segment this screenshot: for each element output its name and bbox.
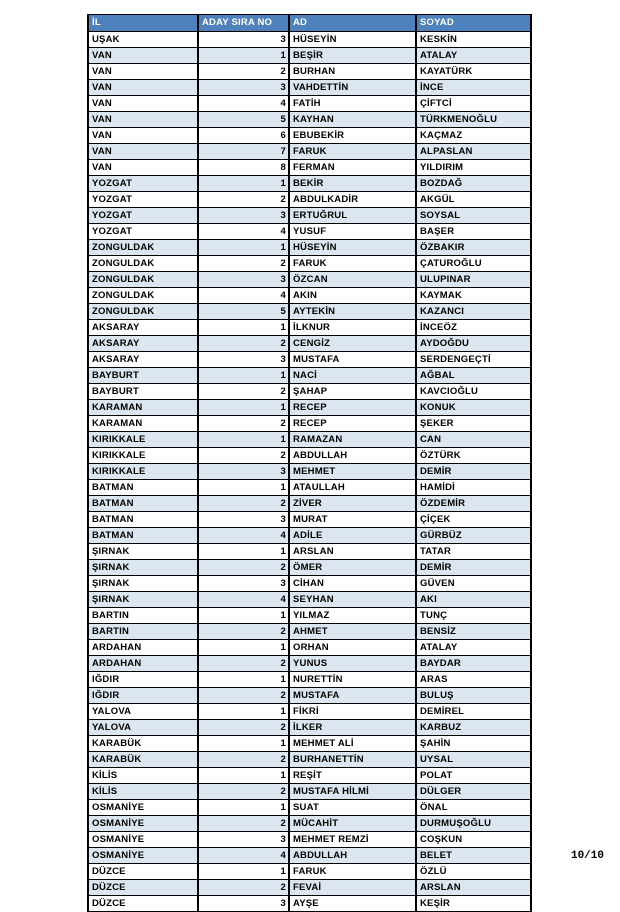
table-cell: ÖMER [289,560,416,576]
table-cell: 1 [198,400,289,416]
table-cell: 5 [198,304,289,320]
table-row [88,768,531,784]
table-row [88,784,531,800]
table-cell: KARBUZ [416,720,531,736]
table-cell: VAN [88,144,198,160]
table-cell: 1 [198,704,289,720]
table-cell: YUSUF [289,224,416,240]
table-cell: CİHAN [289,576,416,592]
table-cell: FATİH [289,96,416,112]
table-cell: BATMAN [88,480,198,496]
table-cell: BATMAN [88,512,198,528]
table-cell: DÜLGER [416,784,531,800]
header-cell-3: SOYAD [416,15,531,32]
table-cell: SERDENGEÇTİ [416,352,531,368]
header-cell-0: İL [88,15,198,32]
table-cell: ZİVER [289,496,416,512]
table-cell: MUSTAFA [289,352,416,368]
table-cell: ÖZCAN [289,272,416,288]
table-header-row [88,15,531,32]
table-row [88,240,531,256]
table-cell: 1 [198,48,289,64]
table-cell: ABDULLAH [289,848,416,864]
table-row [88,64,531,80]
table-cell: GÜVEN [416,576,531,592]
table-cell: AYDOĞDU [416,336,531,352]
table-cell: 3 [198,896,289,912]
table-cell: ATALAY [416,640,531,656]
table-cell: DEMİR [416,464,531,480]
table-cell: 1 [198,368,289,384]
table-cell: MUSTAFA [289,688,416,704]
table-cell: BATMAN [88,528,198,544]
table-header [88,15,531,32]
table-cell: ALPASLAN [416,144,531,160]
table-cell: 2 [198,336,289,352]
table-row [88,416,531,432]
table-cell: ÇİÇEK [416,512,531,528]
table-cell: 1 [198,432,289,448]
table-cell: MÜCAHİT [289,816,416,832]
table-cell: 2 [198,416,289,432]
table-cell: 1 [198,176,289,192]
table-cell: 8 [198,160,289,176]
table-cell: ATALAY [416,48,531,64]
table-cell: ÖNAL [416,800,531,816]
table-cell: DEMİR [416,560,531,576]
table-cell: DURMUŞOĞLU [416,816,531,832]
table-row [88,496,531,512]
table-cell: ŞAHAP [289,384,416,400]
table-cell: 1 [198,768,289,784]
table-cell: BATMAN [88,496,198,512]
table-cell: BULUŞ [416,688,531,704]
table-cell: VAN [88,64,198,80]
table-cell: 1 [198,608,289,624]
table-row [88,656,531,672]
table-cell: MUSTAFA HİLMİ [289,784,416,800]
table-cell: FARUK [289,144,416,160]
table-row [88,848,531,864]
table-row [88,480,531,496]
table-cell: BURHANETTİN [289,752,416,768]
table-cell: BAYBURT [88,384,198,400]
table-row [88,688,531,704]
table-cell: VAN [88,112,198,128]
table-body [88,32,531,912]
page-number: 10/10 [570,850,604,862]
table-cell: ŞIRNAK [88,592,198,608]
table-cell: YOZGAT [88,208,198,224]
table-cell: AKIN [289,288,416,304]
table-row [88,800,531,816]
table-cell: BELET [416,848,531,864]
table-cell: 2 [198,784,289,800]
table-cell: AKI [416,592,531,608]
table-cell: 6 [198,128,289,144]
table-cell: ŞAHİN [416,736,531,752]
table-cell: 4 [198,592,289,608]
header-cell-2: AD [289,15,416,32]
table-cell: KAYHAN [289,112,416,128]
table-cell: VAN [88,48,198,64]
table-cell: İNCEÖZ [416,320,531,336]
table-cell: ÖZBAKIR [416,240,531,256]
candidates-table [87,14,532,912]
table-cell: 2 [198,816,289,832]
table-cell: 2 [198,496,289,512]
table-cell: KAYATÜRK [416,64,531,80]
table-cell: 3 [198,208,289,224]
table-cell: 2 [198,752,289,768]
table-cell: BAYBURT [88,368,198,384]
table-cell: VAHDETTİN [289,80,416,96]
table-cell: ARSLAN [289,544,416,560]
table-row [88,352,531,368]
table-row [88,96,531,112]
table-row [88,160,531,176]
table-cell: 3 [198,80,289,96]
table-cell: FİKRİ [289,704,416,720]
table-row [88,544,531,560]
table-row [88,880,531,896]
table-cell: AKSARAY [88,320,198,336]
table-cell: ÖZDEMİR [416,496,531,512]
table-cell: ARAS [416,672,531,688]
table-cell: 2 [198,720,289,736]
table-row [88,608,531,624]
table-cell: KARAMAN [88,416,198,432]
table-cell: 4 [198,528,289,544]
table-cell: KARABÜK [88,752,198,768]
table-cell: HÜSEYİN [289,240,416,256]
table-cell: KAZANCI [416,304,531,320]
table-cell: RECEP [289,416,416,432]
table-row [88,624,531,640]
table-cell: ŞIRNAK [88,576,198,592]
table-cell: 7 [198,144,289,160]
table-cell: ŞIRNAK [88,560,198,576]
table-cell: NACİ [289,368,416,384]
table-row [88,272,531,288]
table-cell: KAYMAK [416,288,531,304]
table-cell: MEHMET REMZİ [289,832,416,848]
table-cell: AKGÜL [416,192,531,208]
table-cell: 4 [198,848,289,864]
table-row [88,464,531,480]
table-cell: BEKİR [289,176,416,192]
header-cell-1: ADAY SIRA NO [198,15,289,32]
table-cell: ABDULLAH [289,448,416,464]
table-cell: KARAMAN [88,400,198,416]
table-cell: SOYSAL [416,208,531,224]
table-cell: 4 [198,288,289,304]
table-cell: CENGİZ [289,336,416,352]
table-cell: 3 [198,464,289,480]
table-cell: AĞBAL [416,368,531,384]
table-cell: İNCE [416,80,531,96]
table-cell: KEŞİR [416,896,531,912]
table-cell: 1 [198,672,289,688]
table-cell: 1 [198,544,289,560]
table-cell: MEHMET ALİ [289,736,416,752]
table-cell: VAN [88,128,198,144]
table-cell: 1 [198,640,289,656]
table-row [88,80,531,96]
table-cell: DÜZCE [88,864,198,880]
table-row [88,816,531,832]
table-cell: IĞDIR [88,672,198,688]
table-cell: SUAT [289,800,416,816]
table-cell: YALOVA [88,720,198,736]
table-cell: 1 [198,320,289,336]
table-cell: RECEP [289,400,416,416]
table-cell: DÜZCE [88,880,198,896]
table-row [88,560,531,576]
table-cell: AKSARAY [88,336,198,352]
table-row [88,736,531,752]
table-cell: İLKNUR [289,320,416,336]
table-row [88,432,531,448]
table-cell: BURHAN [289,64,416,80]
table-cell: YOZGAT [88,192,198,208]
table-cell: 2 [198,384,289,400]
table-row [88,752,531,768]
table-cell: OSMANİYE [88,816,198,832]
table-cell: AHMET [289,624,416,640]
table-cell: GÜRBÜZ [416,528,531,544]
table-row [88,576,531,592]
table-cell: BAŞER [416,224,531,240]
table-cell: BOZDAĞ [416,176,531,192]
table-row [88,368,531,384]
table-cell: DÜZCE [88,896,198,912]
table-cell: KARABÜK [88,736,198,752]
table-cell: KONUK [416,400,531,416]
table-cell: ÖZLÜ [416,864,531,880]
table-cell: ZONGULDAK [88,240,198,256]
table-cell: BENSİZ [416,624,531,640]
table-row [88,208,531,224]
table-row [88,48,531,64]
table-cell: 1 [198,800,289,816]
table-cell: OSMANİYE [88,848,198,864]
table-cell: 4 [198,96,289,112]
table-cell: YOZGAT [88,176,198,192]
table-row [88,112,531,128]
table-cell: BARTIN [88,624,198,640]
table-cell: ZONGULDAK [88,288,198,304]
table-cell: ARDAHAN [88,640,198,656]
table-row [88,592,531,608]
table-cell: 4 [198,224,289,240]
table-cell: KİLİS [88,784,198,800]
table-row [88,864,531,880]
table-cell: 3 [198,576,289,592]
table-cell: VAN [88,80,198,96]
table-cell: 1 [198,480,289,496]
table-cell: YILMAZ [289,608,416,624]
table-cell: KIRIKKALE [88,432,198,448]
table-cell: ŞEKER [416,416,531,432]
table-cell: ZONGULDAK [88,272,198,288]
table-cell: ADİLE [289,528,416,544]
table-cell: KIRIKKALE [88,464,198,480]
table-cell: KIRIKKALE [88,448,198,464]
table-cell: VAN [88,160,198,176]
table-cell: MURAT [289,512,416,528]
table-row [88,672,531,688]
table-cell: 2 [198,560,289,576]
table-cell: 3 [198,32,289,48]
table-cell: KAVCIOĞLU [416,384,531,400]
table-row [88,832,531,848]
table-row [88,224,531,240]
table-cell: YALOVA [88,704,198,720]
table-row [88,288,531,304]
table-cell: 3 [198,272,289,288]
table-cell: ZONGULDAK [88,304,198,320]
table-cell: 2 [198,624,289,640]
table-cell: KAÇMAZ [416,128,531,144]
table-row [88,144,531,160]
table-cell: UŞAK [88,32,198,48]
table-cell: 3 [198,832,289,848]
table-cell: TATAR [416,544,531,560]
table-cell: KESKİN [416,32,531,48]
table-cell: YUNUS [289,656,416,672]
table-row [88,128,531,144]
table-cell: FARUK [289,256,416,272]
table-cell: ŞIRNAK [88,544,198,560]
table-cell: 2 [198,192,289,208]
table-cell: NURETTİN [289,672,416,688]
table-cell: YOZGAT [88,224,198,240]
table-cell: UYSAL [416,752,531,768]
table-row [88,384,531,400]
table-row [88,448,531,464]
table-row [88,704,531,720]
table-row [88,192,531,208]
table-cell: ARDAHAN [88,656,198,672]
table-row [88,400,531,416]
table-cell: FEVAİ [289,880,416,896]
table-cell: CAN [416,432,531,448]
table-cell: ULUPINAR [416,272,531,288]
table-cell: 2 [198,448,289,464]
table-cell: COŞKUN [416,832,531,848]
table-cell: 1 [198,736,289,752]
table-cell: HAMİDİ [416,480,531,496]
table-cell: İLKER [289,720,416,736]
table-cell: 1 [198,864,289,880]
table-cell: AYTEKİN [289,304,416,320]
table-cell: 2 [198,256,289,272]
table-cell: IĞDIR [88,688,198,704]
table-cell: AKSARAY [88,352,198,368]
table-cell: 2 [198,64,289,80]
table-cell: KİLİS [88,768,198,784]
table-cell: 1 [198,240,289,256]
table-row [88,720,531,736]
table-row [88,528,531,544]
table-cell: BARTIN [88,608,198,624]
table-cell: TÜRKMENOĞLU [416,112,531,128]
table-cell: ERTUĞRUL [289,208,416,224]
table-cell: ÇATUROĞLU [416,256,531,272]
table-row [88,512,531,528]
table-row [88,304,531,320]
table-cell: RAMAZAN [289,432,416,448]
table-cell: SEYHAN [289,592,416,608]
table-cell: HÜSEYİN [289,32,416,48]
table-row [88,336,531,352]
table-cell: 2 [198,880,289,896]
table-row [88,32,531,48]
table-cell: ABDULKADİR [289,192,416,208]
table-cell: ARSLAN [416,880,531,896]
table-cell: 3 [198,512,289,528]
table-row [88,896,531,912]
table-cell: ZONGULDAK [88,256,198,272]
table-cell: ORHAN [289,640,416,656]
table-cell: ÖZTÜRK [416,448,531,464]
table-cell: REŞİT [289,768,416,784]
table-cell: FERMAN [289,160,416,176]
table-cell: DEMİREL [416,704,531,720]
table-cell: ATAULLAH [289,480,416,496]
table-cell: BEŞİR [289,48,416,64]
table-cell: OSMANİYE [88,832,198,848]
table-cell: FARUK [289,864,416,880]
table-cell: 5 [198,112,289,128]
table-row [88,256,531,272]
table-cell: 2 [198,688,289,704]
table-row [88,640,531,656]
table-cell: AYŞE [289,896,416,912]
table-cell: OSMANİYE [88,800,198,816]
table-row [88,176,531,192]
table-cell: TUNÇ [416,608,531,624]
table-cell: ÇİFTCİ [416,96,531,112]
table-cell: BAYDAR [416,656,531,672]
table-cell: VAN [88,96,198,112]
table-cell: MEHMET [289,464,416,480]
table-cell: EBUBEKİR [289,128,416,144]
table-cell: 3 [198,352,289,368]
table-cell: 2 [198,656,289,672]
table-cell: POLAT [416,768,531,784]
table-row [88,320,531,336]
table-cell: YILDIRIM [416,160,531,176]
